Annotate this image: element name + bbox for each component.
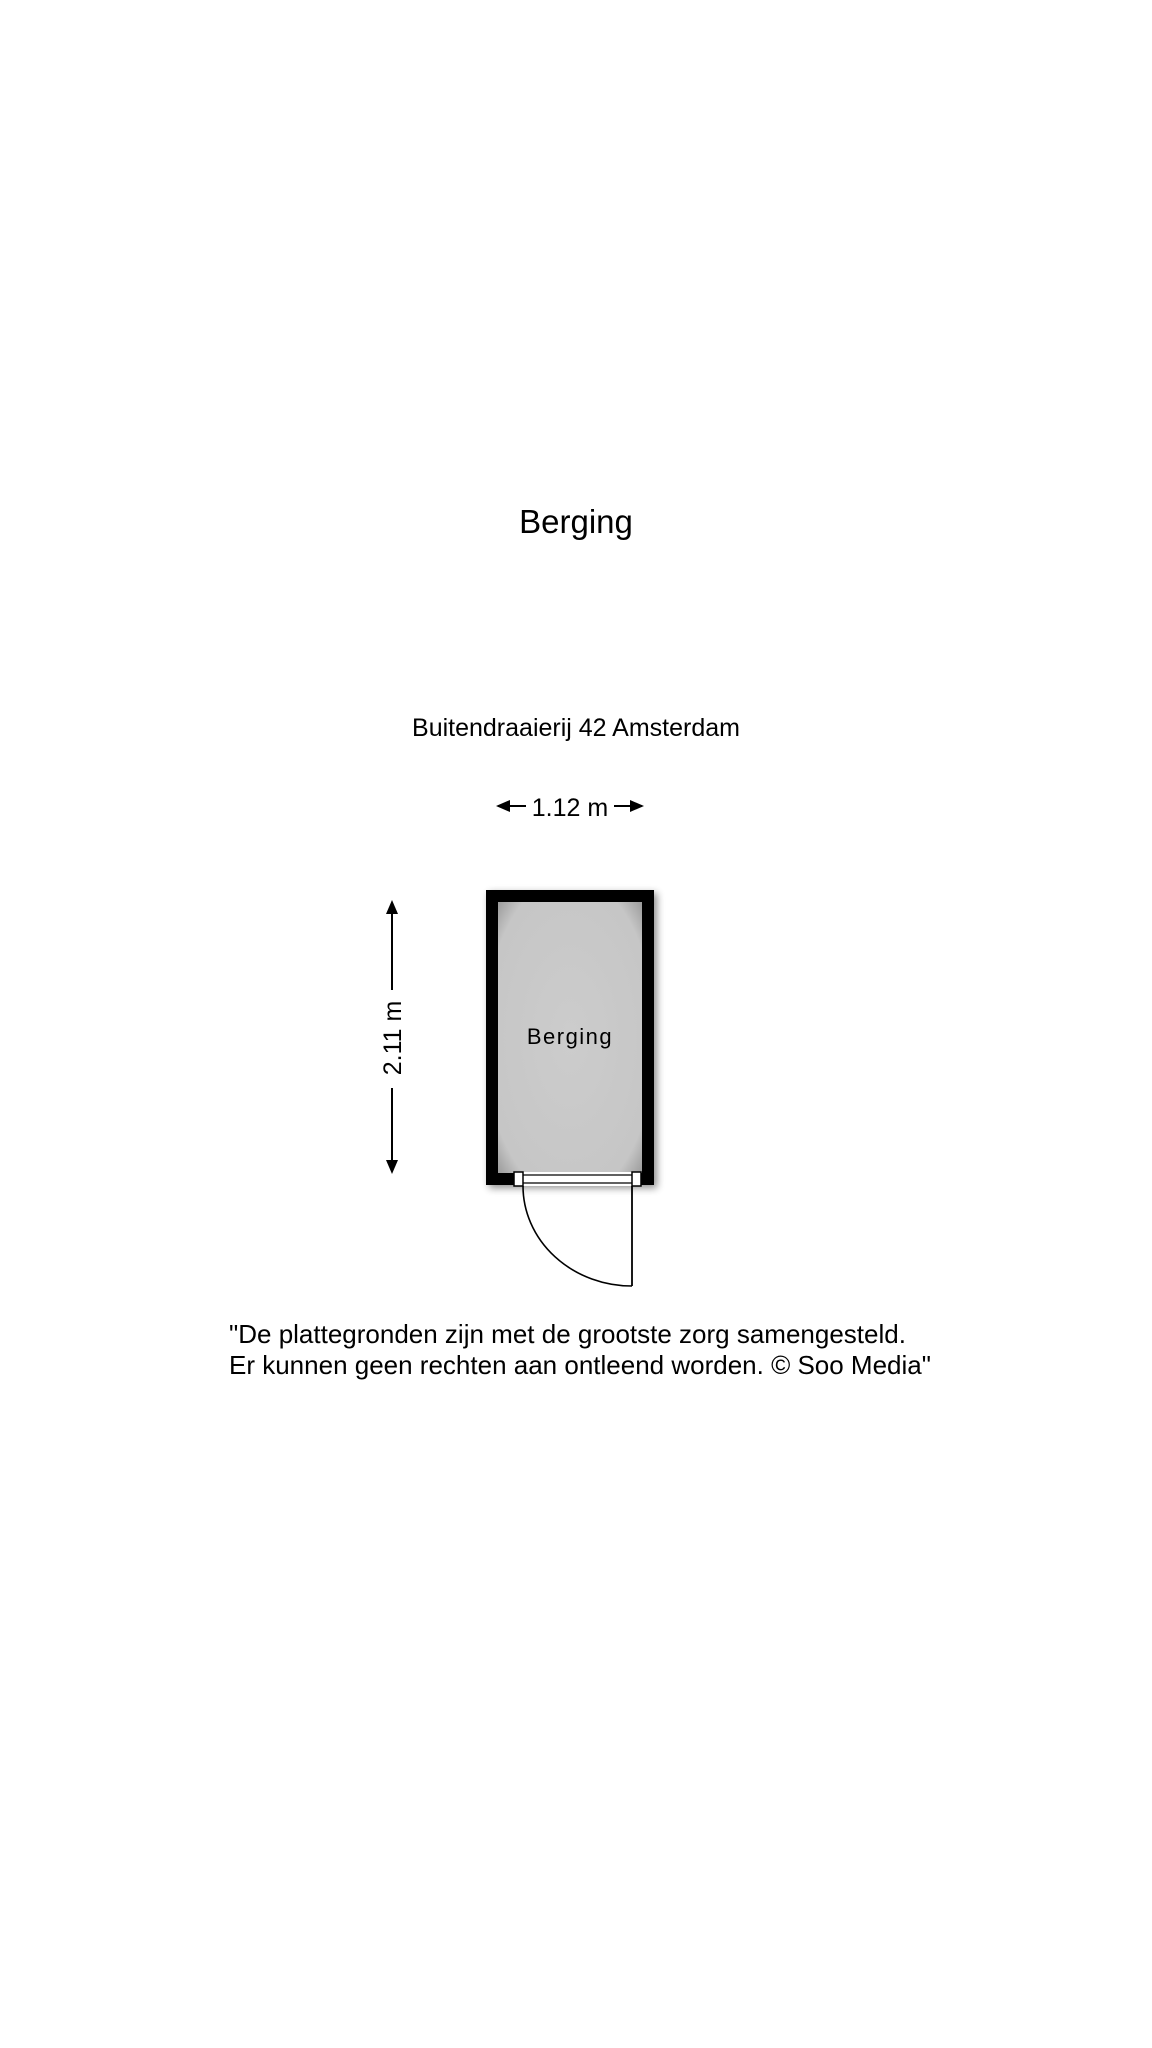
arrow-right-icon xyxy=(630,800,644,812)
room-label: Berging xyxy=(526,1024,614,1049)
door-swing-arc xyxy=(523,1186,632,1286)
arrow-left-icon xyxy=(496,800,510,812)
height-dimension-label: 2.11 m xyxy=(379,1000,407,1076)
width-dimension xyxy=(496,794,644,822)
door xyxy=(514,1172,641,1286)
disclaimer-line-1: "De plattegronden zijn met de grootste zorg samengesteld. xyxy=(229,1319,906,1349)
arrow-up-icon xyxy=(386,900,398,914)
width-dimension-label: 1.12 m xyxy=(531,794,609,822)
disclaimer xyxy=(229,1319,931,1381)
address-text: Buitendraaierij 42 Amsterdam xyxy=(412,714,740,742)
height-dimension xyxy=(379,900,407,1174)
arrow-down-icon xyxy=(386,1160,398,1174)
page-title: Berging xyxy=(519,503,633,540)
disclaimer-line-2: Er kunnen geen rechten aan ontleend worden. © Soo Media" xyxy=(229,1350,931,1380)
